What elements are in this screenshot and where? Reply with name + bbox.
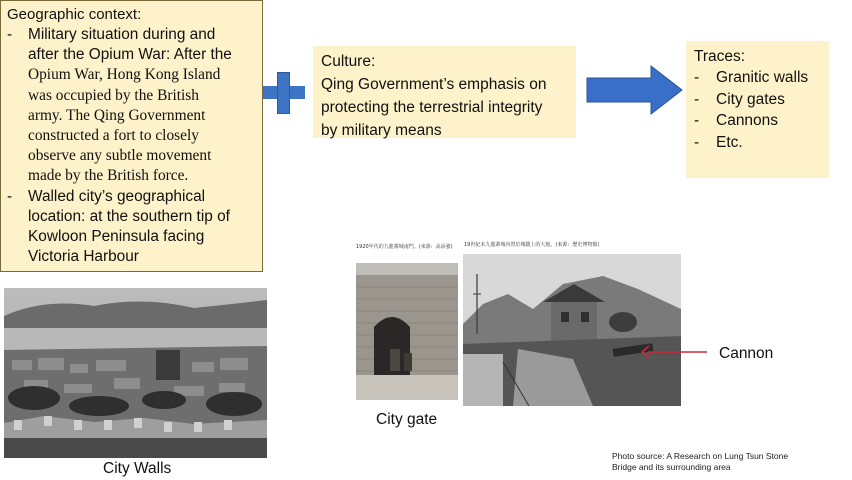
culture-title: Culture:	[321, 53, 376, 70]
bullet-line: army. The Qing Government	[28, 106, 206, 124]
bullet-line: constructed a fort to closely	[28, 127, 199, 145]
bullet-dash: -	[7, 187, 13, 205]
culture-line: by military means	[321, 122, 442, 139]
traces-item-label: City gates	[716, 90, 785, 108]
bullet-line: made by the British force.	[28, 167, 189, 185]
bullet-dash: -	[694, 133, 700, 151]
bullet-line: after the Opium War: After the	[28, 46, 232, 64]
arrow-right-icon	[586, 65, 683, 115]
geographic-bullet-military	[7, 25, 256, 187]
culture-line: Qing Government’s emphasis on	[321, 76, 547, 93]
gate-photo-caption-cn: 1920年代的九龍寨城南門。(來源：高添強)	[356, 244, 453, 250]
traces-title: Traces:	[694, 48, 746, 65]
geographic-context-title: Geographic context:	[7, 6, 142, 23]
geographic-context-box	[0, 0, 263, 272]
culture-box	[313, 46, 576, 138]
bullet-line: location: at the southern tip of	[28, 207, 230, 225]
bullet-line: Victoria Harbour	[28, 248, 139, 266]
bullet-line: Opium War, Hong Kong Island	[28, 66, 221, 84]
geographic-bullet-location	[7, 187, 256, 268]
photo-source-line: Bridge and its surrounding area	[612, 462, 731, 472]
cannon-photo	[463, 254, 681, 406]
bullet-dash: -	[7, 26, 13, 43]
bullet-dash: -	[694, 69, 700, 87]
traces-item	[694, 89, 821, 110]
bullet-line: was occupied by the British	[28, 86, 199, 104]
bullet-line: observe any subtle movement	[28, 147, 212, 165]
city-gate-photo	[356, 263, 458, 400]
traces-item	[694, 132, 821, 153]
bullet-line: Walled city’s geographical	[28, 187, 206, 205]
bullet-line: Kowloon Peninsula facing	[28, 228, 205, 246]
plus-icon	[263, 72, 305, 114]
traces-item-label: Etc.	[716, 133, 743, 151]
bullet-dash: -	[694, 112, 700, 130]
culture-line: protecting the terrestrial integrity	[321, 99, 543, 116]
arrow-left-icon	[640, 344, 708, 360]
cannon-photo-caption-cn: 19世紀末九龍寨城內置於城牆上的大炮。(來源：歷史博物館)	[464, 242, 600, 248]
bullet-dash: -	[694, 90, 700, 108]
traces-box	[686, 41, 829, 178]
photo-source-note	[612, 451, 788, 473]
city-gate-caption: City gate	[376, 411, 438, 428]
city-walls-photo	[4, 288, 267, 458]
traces-item-label: Cannons	[716, 112, 779, 130]
traces-item	[694, 67, 821, 88]
bullet-line: Military situation during and	[28, 26, 216, 43]
traces-item-label: Granitic walls	[716, 69, 809, 87]
cannon-label: Cannon	[719, 345, 774, 362]
city-walls-caption: City Walls	[103, 460, 172, 477]
traces-item	[694, 110, 821, 131]
photo-source-line: Photo source: A Research on Lung Tsun Stone	[612, 451, 789, 461]
